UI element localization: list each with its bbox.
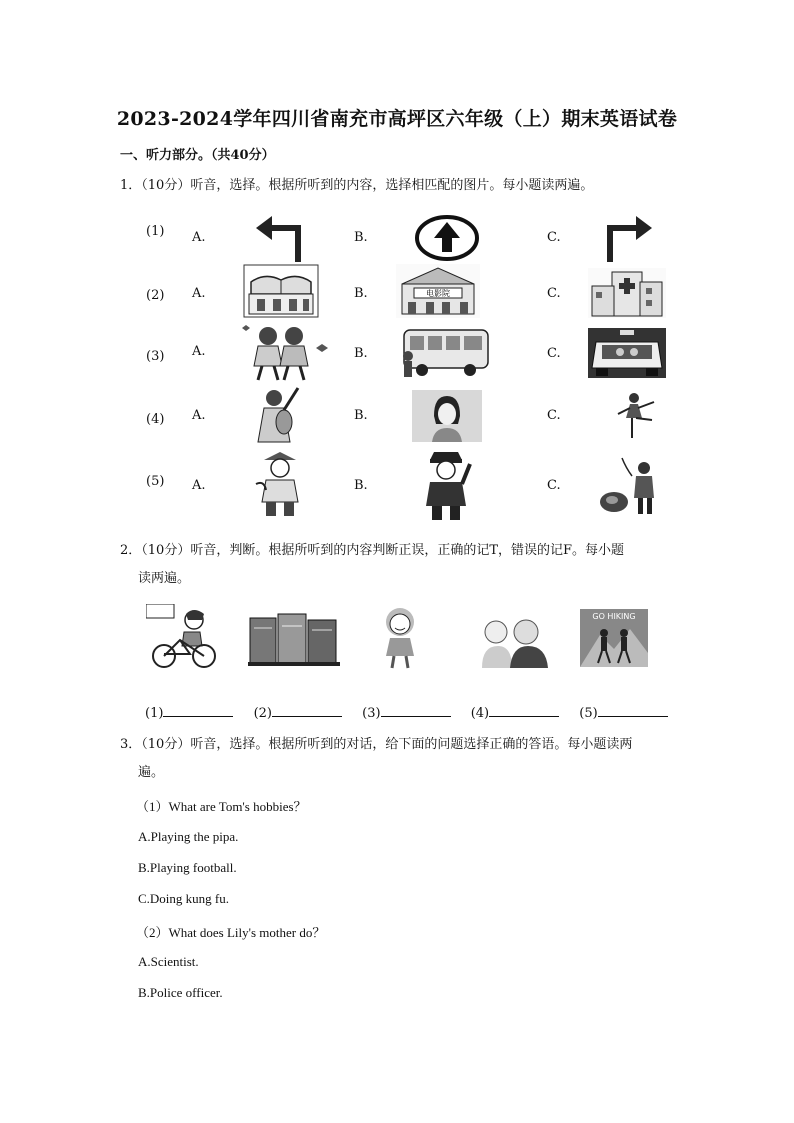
option-a-label: A.: [192, 344, 206, 359]
option-c-label: C.: [547, 230, 561, 245]
question-3-text: [120, 731, 680, 787]
question-3-line-1: 3．（10分）听音，选择。根据所听到的对话，给下面的问题选择正确的答语。每小题读两: [120, 737, 633, 752]
q3-1-option-a: A.Playing the pipa.: [138, 829, 239, 844]
row-number: (4): [146, 412, 165, 427]
dancing-girl-image: [614, 390, 658, 442]
row-number: (2): [146, 288, 165, 303]
question-2-line-2: 读两遍。: [138, 571, 191, 586]
option-b-label: B.: [354, 286, 368, 301]
question-2-line-1: 2．（10分）听音，判断。根据所听到的内容判断正误，正确的记T，错误的记F。每小题: [120, 543, 625, 558]
go-hiking-image: [580, 609, 648, 667]
hospital-building-image: [588, 268, 666, 318]
turn-right-arrow-icon: [600, 214, 656, 264]
option-c-label: C.: [547, 346, 561, 361]
option-b-label: B.: [354, 478, 368, 493]
option-a-label: A.: [192, 286, 206, 301]
q3-2-option-a: A.Scientist.: [138, 954, 199, 969]
go-hiking-label: GO HIKING: [592, 612, 636, 621]
question-1-text: 1．（10分）听音，选择。根据所听到的内容，选择相匹配的图片。每小题读两遍。: [120, 178, 594, 193]
cinema-sign: 电影院: [426, 289, 450, 298]
option-b-label: B.: [354, 408, 368, 423]
question-2-text: [120, 537, 680, 593]
happy-girl-image: [378, 604, 424, 670]
question-3-line-2: 遍。: [138, 765, 165, 780]
q1-row-3: [0, 322, 794, 382]
grandparents-image: [474, 612, 550, 668]
option-a-label: A.: [192, 478, 206, 493]
taxi-image: [588, 328, 666, 378]
answer-blank-5[interactable]: (5): [579, 704, 667, 721]
q1-row-2: [0, 264, 794, 324]
farmer-boy-image: [250, 450, 310, 518]
option-c-label: C.: [547, 286, 561, 301]
option-a-label: A.: [192, 230, 206, 245]
row-number: (1): [146, 224, 165, 239]
row-number: (5): [146, 474, 165, 489]
q3-1-option-b: B.Playing football.: [138, 860, 237, 875]
q3-sub-question-2: （2）What does Lily's mother do？: [136, 925, 326, 940]
fisherman-image: [596, 454, 660, 518]
option-c-label: C.: [547, 478, 561, 493]
children-walking-image: [238, 322, 328, 382]
q3-sub-question-1: （1）What are Tom's hobbies？: [136, 799, 307, 814]
library-building-image: [243, 264, 319, 318]
answer-blank-1[interactable]: (1): [145, 704, 233, 721]
playing-pipa-image: [256, 386, 306, 446]
go-straight-arrow-icon: [414, 214, 480, 262]
answer-blank-4[interactable]: (4): [471, 704, 559, 721]
option-b-label: B.: [354, 230, 368, 245]
section-heading-listening: 一、听力部分。（共40分）: [120, 148, 275, 163]
q1-row-5: [0, 450, 794, 510]
row-number: (3): [146, 349, 165, 364]
option-c-label: C.: [547, 408, 561, 423]
answer-blank-3[interactable]: (3): [362, 704, 450, 721]
turn-left-arrow-icon: [252, 214, 308, 264]
girl-portrait-image: [412, 390, 482, 442]
option-b-label: B.: [354, 346, 368, 361]
q3-1-option-c: C.Doing kung fu.: [138, 891, 229, 906]
q3-2-option-b: B.Police officer.: [138, 985, 223, 1000]
cinema-building-image: [396, 264, 480, 318]
girl-riding-bike-image: [146, 604, 220, 670]
books-image: [248, 608, 340, 666]
bus-image: [400, 326, 492, 380]
police-officer-image: [418, 450, 474, 520]
answer-blank-2[interactable]: (2): [254, 704, 342, 721]
exam-title: 2023-2024学年四川省南充市高坪区六年级（上）期末英语试卷: [116, 108, 678, 130]
q2-answer-blanks: [145, 704, 684, 721]
option-a-label: A.: [192, 408, 206, 423]
q1-row-4: [0, 386, 794, 446]
